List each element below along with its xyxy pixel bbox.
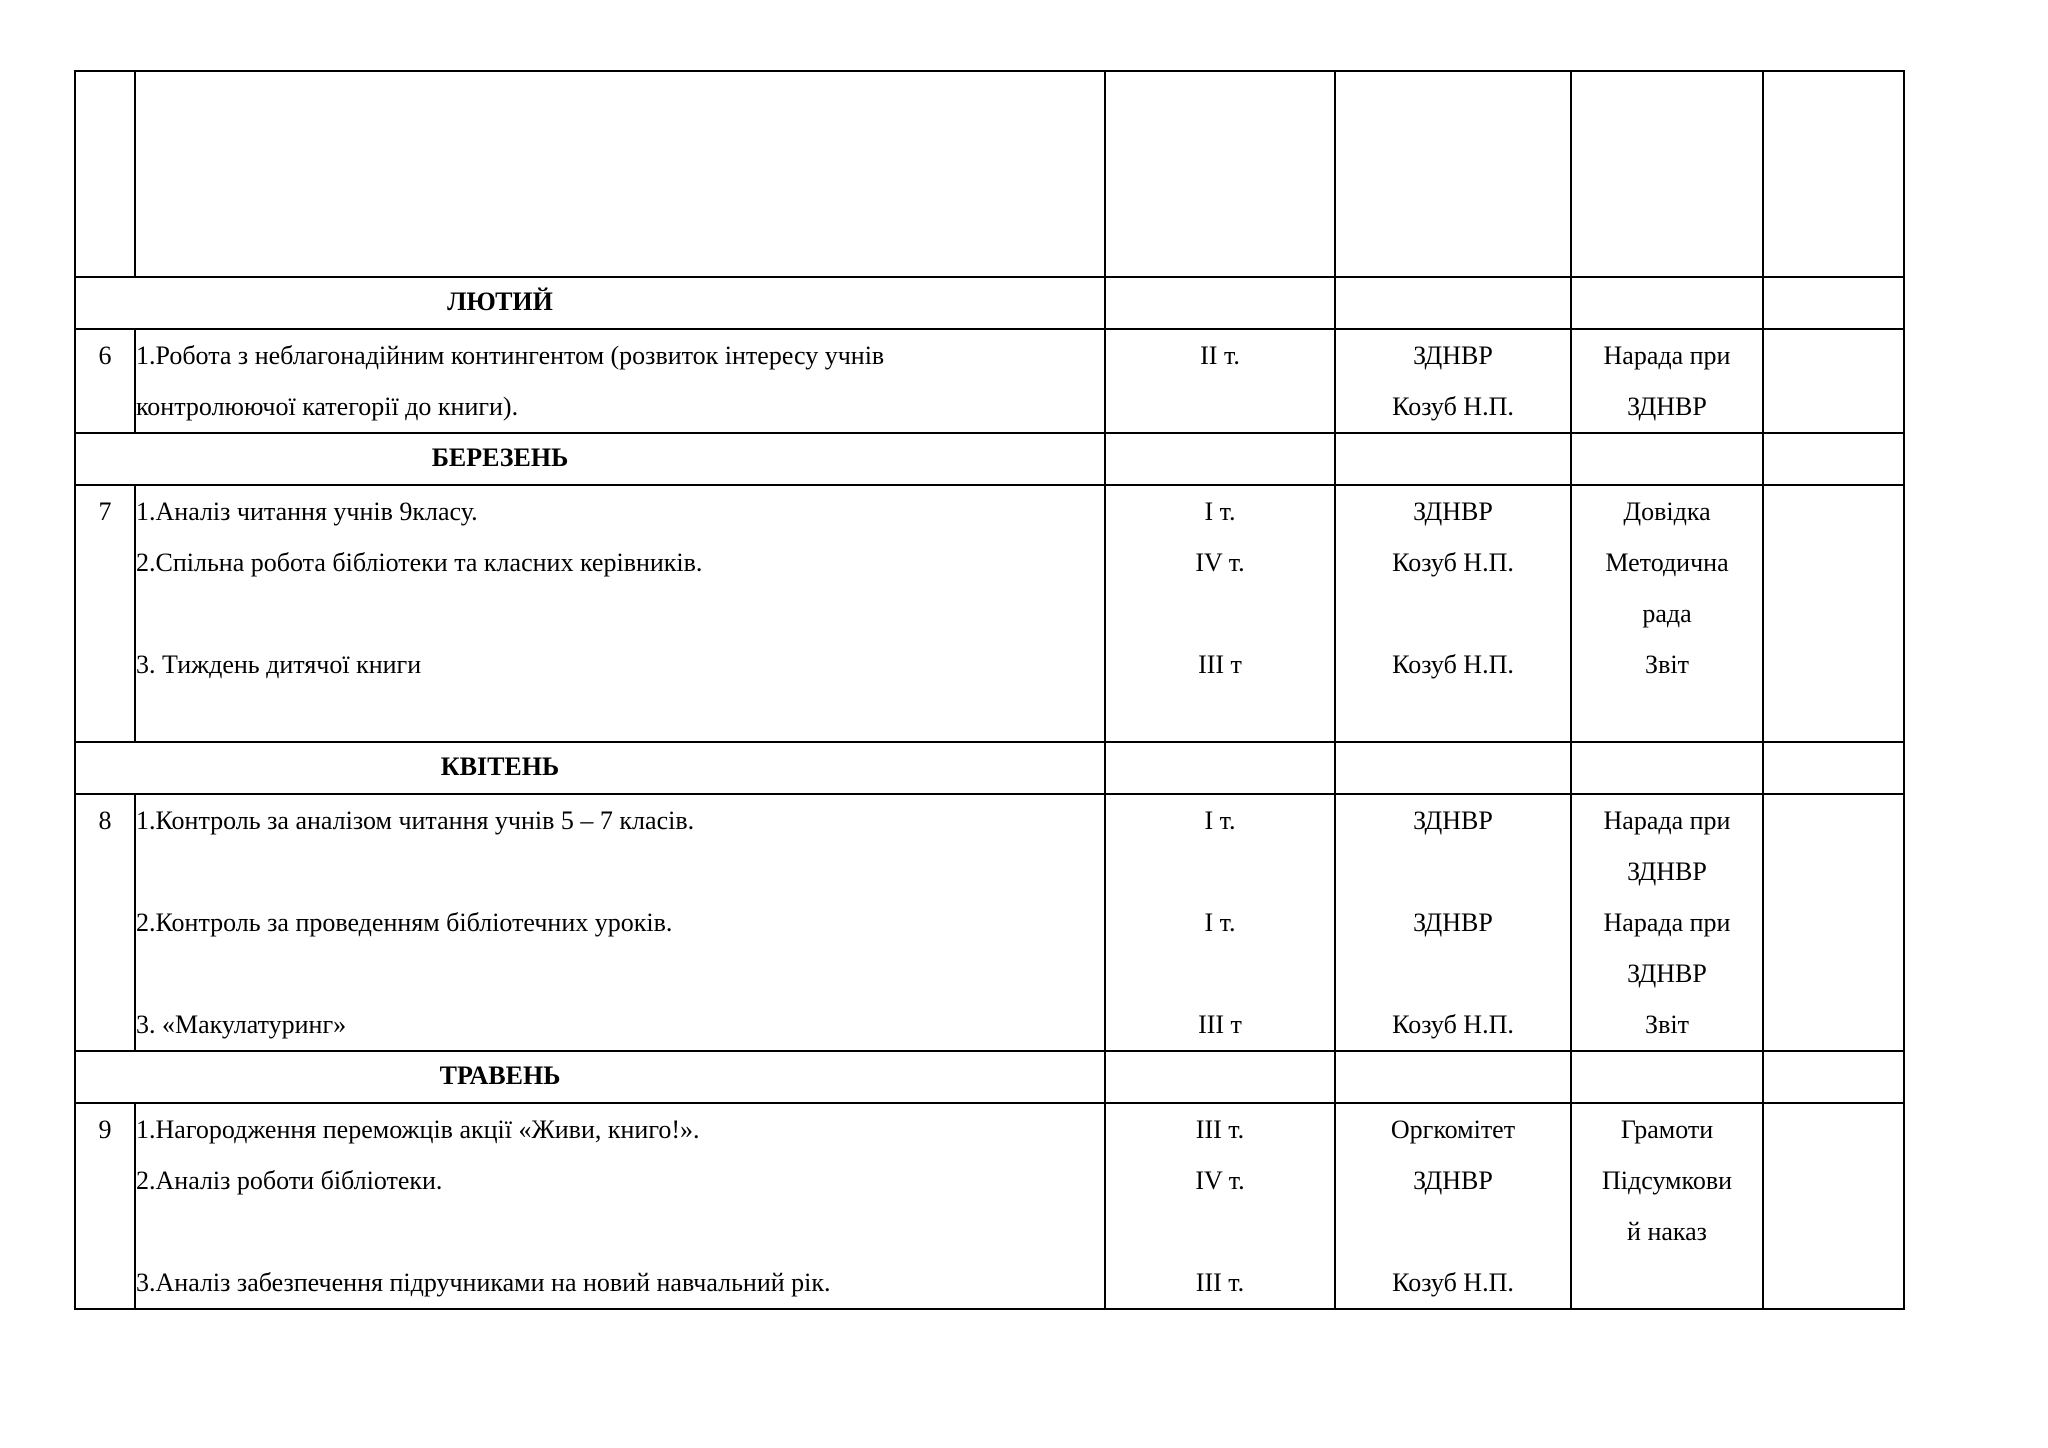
form-cell — [1571, 329, 1763, 433]
term-line: ІV т. — [1195, 548, 1245, 577]
row-number: 7 — [75, 485, 135, 742]
responsible-cell — [1335, 794, 1571, 1051]
cell — [1763, 277, 1904, 329]
month-heading — [75, 742, 1105, 794]
row-number: 8 — [75, 794, 135, 1051]
row-number: 9 — [75, 1103, 135, 1309]
month-heading — [75, 1051, 1105, 1103]
responsible-line: Козуб Н.П. — [1392, 548, 1514, 577]
task-line: 1.Робота з неблагонадійним контингентом (розвиток інтересу учнів — [136, 341, 885, 370]
table-row — [75, 1103, 1904, 1309]
term-line: І т. — [1204, 497, 1236, 526]
form-line: Довідка — [1623, 497, 1711, 526]
term-line: ІІІ т. — [1195, 1115, 1245, 1144]
note-cell — [1763, 329, 1904, 433]
table-row-empty — [75, 71, 1904, 277]
term-line — [1106, 846, 1334, 897]
month-heading — [75, 433, 1105, 485]
cell — [1571, 1051, 1763, 1103]
cell — [1763, 433, 1904, 485]
task-line: 1.Нагородження переможців акції «Живи, книго!». — [136, 1115, 700, 1144]
cell — [1763, 1051, 1904, 1103]
task-line: 3.Аналіз забезпечення підручниками на новий навчальний рік. — [136, 1268, 831, 1297]
term-line: ІІІ т — [1198, 650, 1242, 679]
responsible-line — [1336, 846, 1570, 897]
table-row — [75, 329, 1904, 433]
row-number: 6 — [75, 329, 135, 433]
form-line: Методична — [1605, 548, 1729, 577]
month-row-february — [75, 277, 1904, 329]
task-line — [136, 588, 1104, 639]
month-label: ЛЮТИЙ — [447, 287, 553, 316]
term-cell — [1105, 794, 1335, 1051]
plan-table — [74, 70, 1905, 1310]
month-row-april — [75, 742, 1904, 794]
month-label: ТРАВЕНЬ — [439, 1061, 561, 1090]
term-cell — [1105, 1103, 1335, 1309]
cell — [1571, 433, 1763, 485]
cell — [1763, 71, 1904, 277]
term-line: ІІІ т. — [1195, 1268, 1245, 1297]
term-line — [1106, 588, 1334, 639]
task-line — [136, 1206, 1104, 1257]
cell — [1571, 71, 1763, 277]
term-line: ІІІ т — [1198, 1010, 1242, 1039]
responsible-line: ЗДНВР — [1413, 908, 1493, 937]
responsible-cell — [1335, 1103, 1571, 1309]
form-line: ЗДНВР — [1627, 392, 1707, 421]
term-line: І т. — [1204, 908, 1236, 937]
form-line: Нарада при — [1603, 341, 1731, 370]
note-cell — [1763, 1103, 1904, 1309]
term-cell — [1105, 485, 1335, 742]
term-line: ІV т. — [1195, 1166, 1245, 1195]
form-cell — [1571, 485, 1763, 742]
cell — [1105, 1051, 1335, 1103]
task-line — [136, 948, 1104, 999]
responsible-line — [1336, 948, 1570, 999]
cell — [1105, 433, 1335, 485]
cell — [1571, 742, 1763, 794]
cell — [1763, 742, 1904, 794]
month-heading — [75, 277, 1105, 329]
month-row-march — [75, 433, 1904, 485]
form-line: Нарада при — [1603, 908, 1731, 937]
cell — [75, 71, 135, 277]
responsible-line: Оргкомітет — [1390, 1115, 1516, 1144]
term-cell — [1105, 329, 1335, 433]
form-line: Звіт — [1645, 650, 1689, 679]
form-line: й наказ — [1627, 1217, 1707, 1246]
task-cell — [135, 1103, 1105, 1309]
task-line: 2.Аналіз роботи бібліотеки. — [136, 1166, 443, 1195]
task-line: 2.Спільна робота бібліотеки та класних керівників. — [136, 548, 703, 577]
form-line: ЗДНВР — [1627, 959, 1707, 988]
month-label: БЕРЕЗЕНЬ — [431, 443, 569, 472]
month-label: КВІТЕНЬ — [440, 752, 560, 781]
task-line: 3. Тиждень дитячої книги — [136, 650, 422, 679]
term-line: І т. — [1204, 806, 1236, 835]
form-line: Підсумкови — [1601, 1166, 1733, 1195]
responsible-line: Козуб Н.П. — [1392, 1268, 1514, 1297]
note-cell — [1763, 794, 1904, 1051]
responsible-line: ЗДНВР — [1413, 341, 1493, 370]
term-line — [1106, 948, 1334, 999]
spacer — [136, 690, 1104, 741]
form-line: Грамоти — [1620, 1115, 1714, 1144]
responsible-line: Козуб Н.П. — [1392, 392, 1514, 421]
task-line: 3. «Макулатуринг» — [136, 1010, 347, 1039]
cell — [1105, 277, 1335, 329]
responsible-line — [1336, 1206, 1570, 1257]
form-cell — [1571, 1103, 1763, 1309]
responsible-line: ЗДНВР — [1413, 806, 1493, 835]
responsible-line: ЗДНВР — [1413, 497, 1493, 526]
task-cell — [135, 485, 1105, 742]
cell — [1335, 742, 1571, 794]
responsible-cell — [1335, 485, 1571, 742]
form-line: рада — [1642, 599, 1692, 628]
month-row-may — [75, 1051, 1904, 1103]
table-row — [75, 485, 1904, 742]
cell — [1105, 742, 1335, 794]
cell — [135, 71, 1105, 277]
form-line: Нарада при — [1603, 806, 1731, 835]
task-line — [136, 846, 1104, 897]
responsible-cell — [1335, 329, 1571, 433]
cell — [1335, 1051, 1571, 1103]
responsible-line: Козуб Н.П. — [1392, 650, 1514, 679]
cell — [1335, 71, 1571, 277]
form-line: ЗДНВР — [1627, 857, 1707, 886]
responsible-line: Козуб Н.П. — [1392, 1010, 1514, 1039]
form-line — [1572, 1257, 1762, 1308]
responsible-line — [1336, 588, 1570, 639]
cell — [1571, 277, 1763, 329]
responsible-line: ЗДНВР — [1413, 1166, 1493, 1195]
note-cell — [1763, 485, 1904, 742]
task-cell — [135, 794, 1105, 1051]
task-cell — [135, 329, 1105, 433]
form-cell — [1571, 794, 1763, 1051]
form-line: Звіт — [1645, 1010, 1689, 1039]
table-row — [75, 794, 1904, 1051]
cell — [1105, 71, 1335, 277]
cell — [1335, 277, 1571, 329]
task-line: 1.Контроль за аналізом читання учнів 5 – 7 класів. — [136, 806, 695, 835]
task-line: 1.Аналіз читання учнів 9класу. — [136, 497, 478, 526]
term-line: ІІ т. — [1200, 341, 1240, 370]
cell — [1335, 433, 1571, 485]
task-line: 2.Контроль за проведенням бібліотечних уроків. — [136, 908, 673, 937]
task-line: контролюючої категорії до книги). — [136, 392, 519, 421]
term-line — [1106, 1206, 1334, 1257]
